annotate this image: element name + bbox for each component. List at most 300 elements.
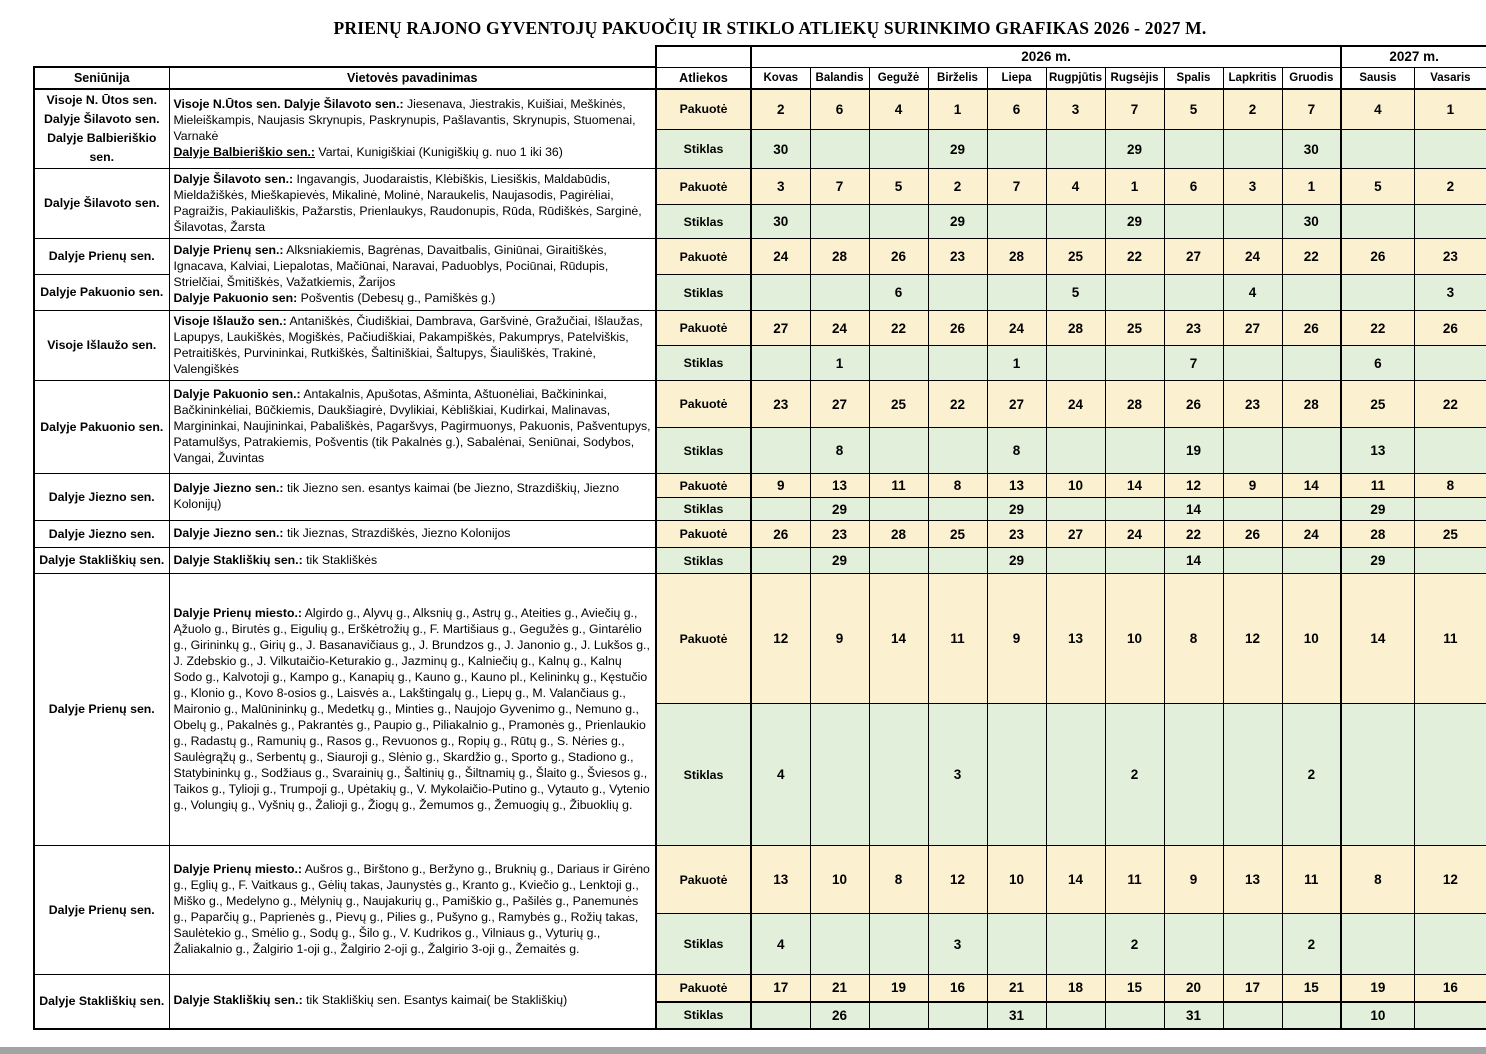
schedule-value-pakuote: 19 [1341, 975, 1414, 1002]
schedule-value-pakuote: 9 [810, 574, 869, 704]
schedule-value-pakuote: 22 [1105, 239, 1164, 275]
locality-list: Antakalnis, Apušotas, Ašminta, Aštuonėliai, Bačkininkai, Bačkininkėliai, Būčkiemis, Daukšiagirė, Dvylikiai, Kėbliškiai, Kudirkai, Malinavas, Margininkai, Naujininkai, Pabališkės, Pagaršvys, Pagirmuonys, Pakuonis, Pašventupys, Patamulšys, Patrakiemis, Pošventis (tik Pakalnės g.), Sabalėnai, Seniūnai, Sodybos, Vangai, Žuvintas [173, 387, 651, 466]
schedule-value-pakuote: 28 [869, 521, 928, 548]
schedule-value-pakuote: 28 [987, 239, 1046, 275]
schedule-value-stiklas [1282, 548, 1341, 574]
schedule-value-stiklas [1046, 914, 1105, 975]
schedule-value-stiklas [869, 205, 928, 239]
schedule-value-stiklas [1223, 498, 1282, 521]
seniunija-line: Dalyje Balbieriškio sen. [47, 131, 157, 165]
waste-type-label-stiklas: Stiklas [656, 1002, 751, 1029]
schedule-value-pakuote: 22 [1282, 239, 1341, 275]
seniunija-cell [34, 975, 169, 1029]
schedule-value-stiklas [1223, 428, 1282, 474]
waste-type-label-pakuote: Pakuotė [656, 169, 751, 205]
schedule-value-pakuote: 25 [1414, 521, 1486, 548]
seniunija-cell: Dalyje Jiezno sen. [34, 521, 169, 548]
waste-type-label-pakuote: Pakuotė [656, 975, 751, 1002]
schedule-value-stiklas [1046, 205, 1105, 239]
schedule-value-pakuote: 21 [810, 975, 869, 1002]
waste-type-label-stiklas: Stiklas [656, 205, 751, 239]
schedule-value-pakuote: 11 [869, 474, 928, 498]
schedule-value-pakuote: 26 [751, 521, 810, 548]
schedule-value-stiklas [869, 428, 928, 474]
vietove-cell [169, 548, 656, 574]
schedule-value-pakuote: 7 [987, 169, 1046, 205]
schedule-value-pakuote: 22 [1341, 311, 1414, 346]
schedule-value-stiklas: 1 [987, 346, 1046, 381]
waste-type-label-stiklas: Stiklas [656, 498, 751, 521]
waste-type-label-pakuote: Pakuotė [656, 474, 751, 498]
locality-list: Jiesenava, Jiestrakis, Kuišiai, Meškinės, Mieleiškampis, Naujasis Skrynupis, Paskrynupis, Pašlavantis, Skrynupis, Stuomenai, Varnakė [173, 97, 636, 144]
schedule-value-pakuote: 14 [1105, 474, 1164, 498]
schedule-value-pakuote: 13 [1223, 846, 1282, 914]
seniunija-cell [34, 169, 169, 239]
waste-type-label-stiklas: Stiklas [656, 129, 751, 168]
schedule-value-stiklas [1164, 275, 1223, 311]
schedule-value-stiklas [1223, 129, 1282, 168]
schedule-value-pakuote: 27 [1223, 311, 1282, 346]
schedule-value-stiklas [1223, 548, 1282, 574]
schedule-value-stiklas [1341, 205, 1414, 239]
seniunija-cell [34, 846, 169, 975]
schedule-value-pakuote: 5 [1164, 89, 1223, 129]
vietove-cell [169, 975, 656, 1029]
locality-group-label: Dalyje Pakuonio sen.: [173, 387, 301, 402]
schedule-value-pakuote: 5 [869, 169, 928, 205]
schedule-value-stiklas [1282, 275, 1341, 311]
table-body [34, 89, 1486, 1029]
schedule-value-stiklas [1105, 428, 1164, 474]
schedule-value-pakuote: 10 [1282, 574, 1341, 704]
schedule-value-stiklas: 4 [751, 704, 810, 846]
schedule-table-container [33, 45, 1486, 1030]
seniunija-cell: Dalyje Prienų sen. [34, 239, 169, 275]
month-header: Gruodis [1282, 67, 1341, 89]
month-header: Kovas [751, 67, 810, 89]
locality-group-label: Dalyje Stakliškių sen.: [173, 552, 303, 567]
year-row [34, 46, 1486, 67]
schedule-value-pakuote: 27 [1164, 239, 1223, 275]
schedule-value-pakuote: 4 [869, 89, 928, 129]
schedule-value-pakuote: 4 [1341, 89, 1414, 129]
schedule-value-pakuote: 13 [987, 474, 1046, 498]
schedule-value-pakuote: 6 [987, 89, 1046, 129]
schedule-value-stiklas [869, 346, 928, 381]
schedule-value-pakuote: 9 [751, 474, 810, 498]
schedule-value-pakuote: 26 [1164, 381, 1223, 428]
schedule-value-stiklas [1414, 129, 1486, 168]
schedule-value-stiklas: 6 [1341, 346, 1414, 381]
schedule-value-pakuote: 23 [1414, 239, 1486, 275]
seniunija-cell [34, 89, 169, 169]
atliekos-column-header: Atliekos [656, 67, 751, 89]
schedule-value-stiklas: 19 [1164, 428, 1223, 474]
schedule-value-pakuote: 26 [1341, 239, 1414, 275]
vietove-column-header: Vietovės pavadinimas [169, 67, 656, 89]
stiklas-row [34, 548, 1486, 574]
schedule-value-pakuote: 2 [1414, 169, 1486, 205]
schedule-value-pakuote: 22 [1164, 521, 1223, 548]
pakuote-row [34, 169, 1486, 205]
schedule-value-stiklas: 31 [987, 1002, 1046, 1029]
schedule-value-pakuote: 1 [1282, 169, 1341, 205]
schedule-value-stiklas [1223, 914, 1282, 975]
schedule-value-stiklas [1282, 1002, 1341, 1029]
schedule-value-stiklas: 29 [987, 498, 1046, 521]
pakuote-row [34, 975, 1486, 1002]
schedule-value-pakuote: 14 [1046, 846, 1105, 914]
schedule-value-stiklas: 4 [1223, 275, 1282, 311]
locality-group-label: Visoje Išlaužo sen.: [173, 313, 287, 328]
schedule-value-stiklas [751, 346, 810, 381]
schedule-value-stiklas: 29 [1341, 498, 1414, 521]
schedule-value-stiklas [1164, 704, 1223, 846]
schedule-value-pakuote: 5 [1341, 169, 1414, 205]
year-header: 2026 m. [751, 46, 1341, 67]
schedule-value-stiklas [928, 275, 987, 311]
seniunija-cell [34, 474, 169, 521]
schedule-value-pakuote: 23 [928, 239, 987, 275]
schedule-value-stiklas [928, 548, 987, 574]
pakuote-row [34, 381, 1486, 428]
waste-type-label-pakuote: Pakuotė [656, 239, 751, 275]
schedule-value-stiklas: 1 [810, 346, 869, 381]
schedule-value-pakuote: 19 [869, 975, 928, 1002]
schedule-value-pakuote: 14 [1282, 474, 1341, 498]
schedule-value-pakuote: 8 [1164, 574, 1223, 704]
schedule-value-pakuote: 17 [1223, 975, 1282, 1002]
locality-group-label: Dalyje Prienų sen.: [173, 242, 284, 257]
locality-group-label: Dalyje Jiezno sen.: [173, 481, 284, 496]
schedule-value-stiklas [1046, 704, 1105, 846]
schedule-value-stiklas [1046, 428, 1105, 474]
schedule-value-pakuote: 8 [1414, 474, 1486, 498]
schedule-value-stiklas [751, 498, 810, 521]
month-header: Balandis [810, 67, 869, 89]
schedule-value-stiklas [1414, 428, 1486, 474]
schedule-value-pakuote: 26 [1223, 521, 1282, 548]
seniunija-cell: Dalyje Stakliškių sen. [34, 548, 169, 574]
schedule-value-stiklas [810, 275, 869, 311]
schedule-value-stiklas [869, 548, 928, 574]
schedule-value-pakuote: 28 [1046, 311, 1105, 346]
vietove-cell [169, 169, 656, 239]
schedule-value-stiklas: 2 [1105, 914, 1164, 975]
schedule-value-stiklas [928, 346, 987, 381]
schedule-value-stiklas [1046, 1002, 1105, 1029]
schedule-value-pakuote: 9 [1223, 474, 1282, 498]
waste-type-label-pakuote: Pakuotė [656, 381, 751, 428]
seniunija-line: Dalyje Šilavoto sen. [44, 112, 160, 127]
page-title: PRIENŲ RAJONO GYVENTOJŲ PAKUOČIŲ IR STIKLO ATLIEKŲ SURINKIMO GRAFIKAS 2026 - 2027 M. [333, 18, 1207, 38]
schedule-value-stiklas [987, 914, 1046, 975]
schedule-value-stiklas: 29 [1105, 129, 1164, 168]
schedule-value-pakuote: 15 [1282, 975, 1341, 1002]
schedule-value-pakuote: 26 [869, 239, 928, 275]
month-header: Gegužė [869, 67, 928, 89]
schedule-value-pakuote: 2 [928, 169, 987, 205]
schedule-value-stiklas: 29 [987, 548, 1046, 574]
schedule-value-pakuote: 13 [810, 474, 869, 498]
schedule-value-stiklas [1164, 205, 1223, 239]
schedule-value-stiklas: 8 [987, 428, 1046, 474]
schedule-value-pakuote: 10 [987, 846, 1046, 914]
year-header: 2027 m. [1341, 46, 1486, 67]
month-header: Birželis [928, 67, 987, 89]
schedule-value-pakuote: 24 [1105, 521, 1164, 548]
seniunija-line: Visoje N. Ūtos sen. [46, 93, 157, 107]
schedule-value-stiklas: 10 [1341, 1002, 1414, 1029]
schedule-value-pakuote: 13 [1046, 574, 1105, 704]
schedule-value-stiklas [1164, 914, 1223, 975]
window-bottom-bar [0, 1047, 1486, 1054]
locality-list: Antaniškės, Čiudiškiai, Dambrava, Garšvinė, Gražučiai, Išlaužas, Lapupys, Laukiškės, Mogiškės, Pačiudiškiai, Pakampiškės, Pakumprys, Patelviškis, Petraitiškės, Purvininkai, Rutkiškės, Šaltiniškiai, Šaltupys, Šiauliškės, Trakinė, Valengiškės [173, 313, 643, 376]
schedule-value-pakuote: 12 [1164, 474, 1223, 498]
schedule-value-stiklas [1414, 914, 1486, 975]
pakuote-row [34, 89, 1486, 129]
seniunija-line: Visoje Išlaužo sen. [47, 338, 157, 353]
schedule-value-pakuote: 3 [1223, 169, 1282, 205]
schedule-value-stiklas [1341, 704, 1414, 846]
schedule-value-pakuote: 17 [751, 975, 810, 1002]
schedule-value-stiklas [1046, 498, 1105, 521]
locality-group-label: Dalyje Pakuonio sen: [173, 290, 298, 305]
schedule-value-pakuote: 22 [869, 311, 928, 346]
month-header: Rugpjūtis [1046, 67, 1105, 89]
vietove-cell [169, 521, 656, 548]
schedule-value-pakuote: 25 [1046, 239, 1105, 275]
schedule-value-stiklas: 30 [1282, 205, 1341, 239]
schedule-value-pakuote: 23 [987, 521, 1046, 548]
seniunija-cell [34, 574, 169, 846]
seniunija-cell [34, 311, 169, 381]
schedule-value-pakuote: 11 [928, 574, 987, 704]
waste-type-label-stiklas: Stiklas [656, 548, 751, 574]
schedule-value-stiklas [869, 1002, 928, 1029]
locality-group-label: Dalyje Balbieriškio sen.: [173, 145, 315, 160]
vietove-cell [169, 89, 656, 169]
schedule-value-stiklas [869, 498, 928, 521]
pakuote-row [34, 574, 1486, 704]
schedule-value-stiklas [1282, 346, 1341, 381]
seniunija-cell: Dalyje Pakuonio sen. [34, 275, 169, 311]
schedule-value-stiklas [751, 428, 810, 474]
schedule-value-stiklas: 30 [751, 129, 810, 168]
schedule-value-pakuote: 22 [1414, 381, 1486, 428]
locality-list: Algirdo g., Alyvų g., Alksnių g., Astrų g., Ateities g., Aviečių g., Ąžuolo g., Birutės g., Eigulių g., Erškėtrožių g., F. Martišiaus g., Gegužės g., Gintarėlio g., Girininkų g., Girių g., J. Basanavičiaus g., J. Brundzos g., J. Janonio g., J. Lukšos g., J. Zdebskio g., J. Vilkutaičio-Keturakio g., Jazminų g., Kalniečių g., Kalnų g., Kalnų Sodo g., Kalvotoji g., Kampo g., Kanapių g., Kauno g., Kauno pl., Kelininkų g., Kęstučio g., Klonio g., Kovo 8-osios g., Laisvės a., Lakštingalų g., Liepų g., M. Valančiaus g., Maironio g., Malūnininkų g., Medetkų g., Minties g., Naujojo Gyvenimo g., Nemuno g., Obelų g., Pakalnės g., Pakrantės g., Paupio g., Piliakalnio g., Pramonės g., Prienlaukio g., Radastų g., Ramunių g., Rasos g., Revuonos g., Ropių g., Rūtų g., S. Nėries g., Saulėgrąžų g., Serbentų g., Siauroji g., Slėnio g., Skardžio g., Sporto g., Stadiono g., Statybininkų g., Sodžiaus g., Svarainių g., Šaltinių g., Šiltnamių g., Šlaito g., Šviesos g., Taikos g., Tylioji g., Trumpoji g., Upėtakių g., V. Mykolaičio-Putino g., Vytauto g., Vytenio g., Volungių g., Vyšnių g., Žalioji g., Žiogų g., Žemumos g., Žemuogių g., Žibuoklių g. [173, 605, 650, 812]
locality-group-label: Dalyje Prienų miesto.: [173, 605, 302, 620]
schedule-value-pakuote: 25 [869, 381, 928, 428]
schedule-value-pakuote: 13 [751, 846, 810, 914]
locality-list: Pošventis (Debesų g., Pamiškės g.) [297, 290, 496, 305]
month-header: Sausis [1341, 67, 1414, 89]
schedule-value-stiklas: 31 [1164, 1002, 1223, 1029]
schedule-value-pakuote: 10 [810, 846, 869, 914]
month-header: Vasaris [1414, 67, 1486, 89]
schedule-value-stiklas: 4 [751, 914, 810, 975]
schedule-value-pakuote: 1 [1105, 169, 1164, 205]
schedule-value-stiklas [987, 704, 1046, 846]
locality-list: Alksniakiemis, Bagrėnas, Davaitbalis, Giniūnai, Giraitiškės, Ignacava, Kalviai, Liepalotas, Mačiūnai, Naravai, Paduoblys, Pociūnai, Rūdupis, Strielčiai, Šmitiškės, Važatkiemis, Žarijos [173, 242, 609, 289]
schedule-value-stiklas: 3 [928, 914, 987, 975]
schedule-value-pakuote: 24 [987, 311, 1046, 346]
schedule-value-stiklas: 26 [810, 1002, 869, 1029]
locality-group-label: Visoje N.Ūtos sen. Dalyje Šilavoto sen.: [173, 97, 404, 112]
schedule-value-stiklas: 29 [1105, 205, 1164, 239]
locality-group-label: Dalyje Stakliškių sen.: [173, 993, 303, 1008]
schedule-value-pakuote: 26 [1282, 311, 1341, 346]
schedule-value-stiklas [1046, 548, 1105, 574]
atliekos-empty-head [656, 46, 751, 67]
schedule-value-stiklas [987, 129, 1046, 168]
schedule-value-stiklas: 30 [1282, 129, 1341, 168]
locality-group-label: Dalyje Prienų miesto.: [173, 862, 302, 877]
schedule-value-pakuote: 27 [751, 311, 810, 346]
schedule-value-pakuote: 25 [1105, 311, 1164, 346]
schedule-value-pakuote: 12 [928, 846, 987, 914]
schedule-value-pakuote: 16 [1414, 975, 1486, 1002]
schedule-value-pakuote: 18 [1046, 975, 1105, 1002]
schedule-value-stiklas [1223, 1002, 1282, 1029]
schedule-value-stiklas [1341, 129, 1414, 168]
schedule-value-stiklas [1105, 498, 1164, 521]
schedule-value-stiklas [1341, 914, 1414, 975]
schedule-value-pakuote: 3 [1046, 89, 1105, 129]
schedule-value-pakuote: 7 [1282, 89, 1341, 129]
vietove-cell [169, 239, 656, 311]
schedule-value-pakuote: 15 [1105, 975, 1164, 1002]
schedule-value-stiklas [810, 914, 869, 975]
schedule-value-pakuote: 8 [928, 474, 987, 498]
schedule-value-stiklas: 2 [1105, 704, 1164, 846]
schedule-value-stiklas [928, 1002, 987, 1029]
schedule-value-pakuote: 8 [1341, 846, 1414, 914]
schedule-value-pakuote: 3 [751, 169, 810, 205]
schedule-value-pakuote: 1 [1414, 89, 1486, 129]
schedule-value-stiklas: 29 [1341, 548, 1414, 574]
schedule-value-pakuote: 12 [1223, 574, 1282, 704]
locality-list: Vartai, Kunigiškiai (Kunigiškių g. nuo 1 iki 36) [314, 145, 563, 160]
schedule-value-stiklas: 29 [810, 548, 869, 574]
schedule-value-pakuote: 21 [987, 975, 1046, 1002]
schedule-value-stiklas [751, 548, 810, 574]
seniunija-line: Dalyje Prienų sen. [48, 702, 155, 717]
schedule-value-pakuote: 24 [1282, 521, 1341, 548]
schedule-value-stiklas: 30 [751, 205, 810, 239]
waste-type-label-pakuote: Pakuotė [656, 846, 751, 914]
schedule-value-stiklas [1164, 129, 1223, 168]
schedule-value-stiklas [928, 428, 987, 474]
schedule-value-pakuote: 10 [1105, 574, 1164, 704]
vietove-cell [169, 474, 656, 521]
vietove-cell [169, 311, 656, 381]
schedule-value-pakuote: 22 [928, 381, 987, 428]
seniunija-line: Dalyje Stakliškių sen. [39, 993, 165, 1008]
waste-type-label-stiklas: Stiklas [656, 914, 751, 975]
seniunija-line: Dalyje Prienų sen. [48, 902, 155, 917]
schedule-value-pakuote: 28 [1282, 381, 1341, 428]
pakuote-row [34, 521, 1486, 548]
schedule-value-stiklas [1105, 548, 1164, 574]
schedule-value-stiklas [1414, 498, 1486, 521]
schedule-value-pakuote: 12 [751, 574, 810, 704]
schedule-value-stiklas [1105, 346, 1164, 381]
schedule-value-stiklas [1414, 548, 1486, 574]
schedule-value-stiklas [869, 914, 928, 975]
vietove-cell [169, 846, 656, 975]
schedule-value-stiklas: 5 [1046, 275, 1105, 311]
schedule-value-pakuote: 9 [1164, 846, 1223, 914]
schedule-value-stiklas [810, 704, 869, 846]
month-header: Lapkritis [1223, 67, 1282, 89]
locality-list: tik Stakliškės [302, 552, 378, 567]
pakuote-row [34, 311, 1486, 346]
schedule-value-stiklas [1414, 346, 1486, 381]
schedule-value-stiklas: 29 [928, 205, 987, 239]
waste-type-label-pakuote: Pakuotė [656, 89, 751, 129]
schedule-value-pakuote: 1 [928, 89, 987, 129]
locality-list: Ingavangis, Juodaraistis, Klėbiškis, Liesiškis, Maldabūdis, Mieldažiškės, Mieškapievės, Mikalinė, Molinė, Naraukelis, Naujasodis, Pagirėliai, Pagraižis, Pakiauliškis, Pažarstis, Prienlaukys, Raudonupis, Rūda, Rūdiškės, Sarginė, Šilavotas, Žarsta [173, 171, 642, 234]
schedule-value-pakuote: 24 [1223, 239, 1282, 275]
schedule-value-stiklas [1282, 498, 1341, 521]
schedule-value-stiklas: 14 [1164, 548, 1223, 574]
schedule-value-stiklas: 6 [869, 275, 928, 311]
schedule-value-stiklas [1105, 1002, 1164, 1029]
seniunija-cell [34, 381, 169, 474]
vietove-cell [169, 574, 656, 846]
schedule-value-pakuote: 26 [928, 311, 987, 346]
schedule-value-stiklas [810, 129, 869, 168]
waste-type-label-stiklas: Stiklas [656, 704, 751, 846]
schedule-value-stiklas [928, 498, 987, 521]
locality-list: tik Stakliškių sen. Esantys kaimai( be Stakliškių) [302, 993, 568, 1008]
schedule-value-stiklas [1105, 275, 1164, 311]
schedule-value-pakuote: 14 [1341, 574, 1414, 704]
seniunija-line: Dalyje Pakuonio sen. [40, 419, 164, 434]
schedule-value-pakuote: 9 [987, 574, 1046, 704]
schedule-value-pakuote: 11 [1341, 474, 1414, 498]
schedule-value-pakuote: 27 [987, 381, 1046, 428]
schedule-value-pakuote: 28 [1341, 521, 1414, 548]
schedule-value-pakuote: 11 [1105, 846, 1164, 914]
schedule-value-stiklas [1046, 346, 1105, 381]
schedule-value-pakuote: 16 [928, 975, 987, 1002]
schedule-value-pakuote: 8 [869, 846, 928, 914]
schedule-value-pakuote: 23 [751, 381, 810, 428]
schedule-value-pakuote: 25 [928, 521, 987, 548]
schedule-value-stiklas: 8 [810, 428, 869, 474]
schedule-value-pakuote: 23 [810, 521, 869, 548]
schedule-table [33, 45, 1486, 1030]
seniunija-line: Dalyje Jiezno sen. [48, 489, 155, 504]
seniunija-column-header: Seniūnija [34, 67, 169, 89]
waste-type-label-pakuote: Pakuotė [656, 574, 751, 704]
schedule-value-stiklas: 2 [1282, 914, 1341, 975]
schedule-value-stiklas [810, 205, 869, 239]
vietove-cell [169, 381, 656, 474]
pakuote-row [34, 846, 1486, 914]
schedule-value-pakuote: 23 [1223, 381, 1282, 428]
schedule-value-stiklas: 13 [1341, 428, 1414, 474]
schedule-value-pakuote: 11 [1282, 846, 1341, 914]
schedule-value-pakuote: 26 [1414, 311, 1486, 346]
schedule-value-pakuote: 2 [751, 89, 810, 129]
schedule-value-pakuote: 6 [1164, 169, 1223, 205]
seniunija-line: Dalyje Šilavoto sen. [44, 196, 160, 211]
schedule-value-pakuote: 10 [1046, 474, 1105, 498]
waste-type-label-pakuote: Pakuotė [656, 521, 751, 548]
